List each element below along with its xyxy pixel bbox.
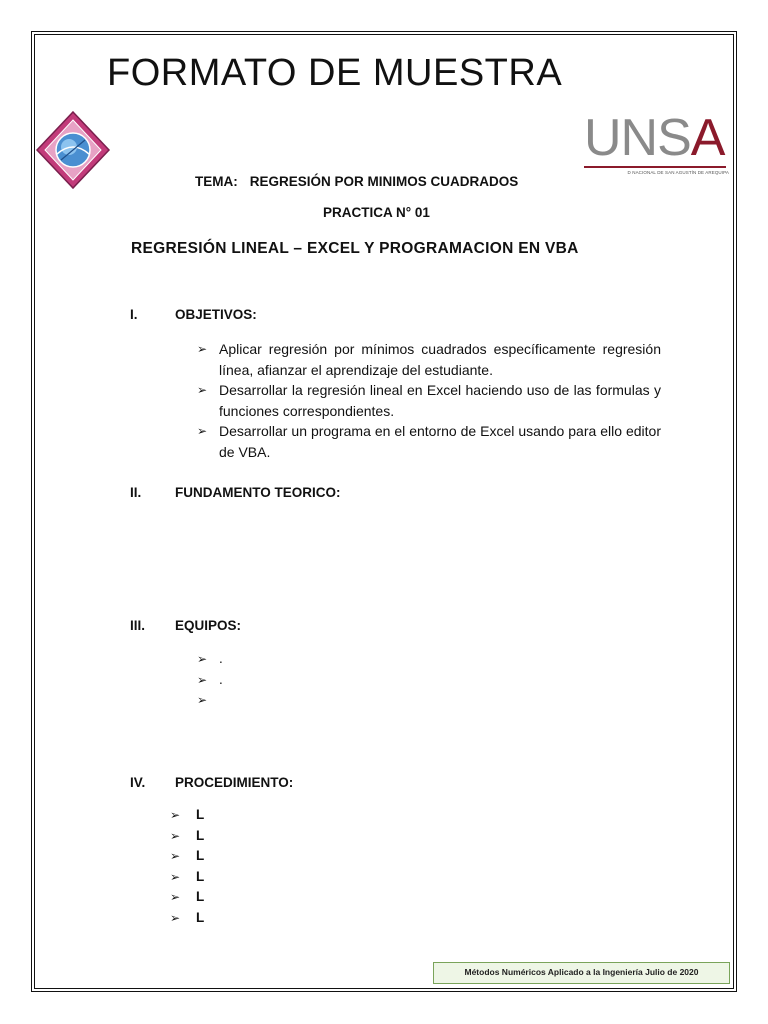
page-footer: Métodos Numéricos Aplicado a la Ingeniería Julio de 2020 bbox=[433, 962, 730, 984]
faculty-seal-logo bbox=[35, 110, 111, 195]
list-item: ➢ L bbox=[170, 887, 204, 908]
unsa-logo-accent: A bbox=[690, 109, 725, 167]
list-item: ➢ Aplicar regresión por mínimos cuadrados específicamente regresión línea, afianzar el aprendizaje del estudiante. bbox=[197, 341, 661, 378]
list-item bbox=[197, 690, 223, 711]
list-item: ➢ . bbox=[197, 649, 223, 670]
unsa-logo-subtext: D NACIONAL DE SAN AGUSTÍN DE AREQUIPA bbox=[627, 170, 729, 175]
unsa-logo-main: UNS bbox=[584, 109, 691, 167]
bullet-arrow-icon: ➢ bbox=[170, 849, 181, 863]
unsa-logo bbox=[584, 109, 729, 175]
bullet-arrow-icon: ➢ bbox=[197, 424, 208, 438]
bullet-arrow-icon: ➢ bbox=[197, 672, 208, 687]
list-item: ➢ Desarrollar la regresión lineal en Excel haciendo uso de las formulas y funciones correspondientes. bbox=[197, 382, 661, 419]
document-subtitle: REGRESIÓN LINEAL – EXCEL Y PROGRAMACION EN VBA bbox=[131, 240, 579, 257]
tema-label: TEMA: bbox=[195, 174, 238, 189]
tema-value: REGRESIÓN POR MINIMOS CUADRADOS bbox=[249, 174, 519, 189]
section-num-objetivos: I. bbox=[130, 307, 138, 322]
section-num-procedimiento: IV. bbox=[130, 775, 146, 790]
section-title-equipos: EQUIPOS: bbox=[175, 618, 242, 633]
section-title-objetivos: OBJETIVOS: bbox=[175, 307, 257, 322]
equipos-list bbox=[197, 649, 223, 711]
bullet-arrow-icon: ➢ bbox=[170, 828, 181, 843]
section-title-fundamento: FUNDAMENTO TEORICO: bbox=[175, 485, 341, 500]
list-item: ➢ . bbox=[197, 670, 223, 691]
list-item: ➢ L bbox=[170, 826, 204, 847]
bullet-arrow-icon: ➢ bbox=[170, 869, 181, 884]
list-item: ➢ L bbox=[170, 805, 204, 826]
bullet-arrow-icon: ➢ bbox=[170, 890, 181, 904]
section-num-fundamento: II. bbox=[130, 485, 142, 500]
section-title-procedimiento: PROCEDIMIENTO: bbox=[175, 775, 294, 790]
bullet-arrow-icon: ➢ bbox=[170, 808, 181, 822]
objetivos-list bbox=[197, 339, 661, 462]
section-num-equipos: III. bbox=[130, 618, 146, 633]
procedimiento-list bbox=[170, 805, 204, 928]
page-title: FORMATO DE MUESTRA bbox=[107, 52, 563, 94]
bullet-arrow-icon: ➢ bbox=[170, 910, 181, 925]
bullet-arrow-icon: ➢ bbox=[197, 342, 208, 356]
practica-number: PRACTICA N° 01 bbox=[323, 205, 430, 220]
list-item: ➢ L bbox=[170, 846, 204, 867]
bullet-arrow-icon: ➢ bbox=[197, 383, 208, 397]
bullet-arrow-icon: ➢ bbox=[197, 652, 208, 666]
tema-line bbox=[195, 174, 518, 189]
list-item: ➢ L bbox=[170, 867, 204, 888]
bullet-arrow-icon: ➢ bbox=[197, 693, 208, 707]
list-item: ➢ Desarrollar un programa en el entorno de Excel usando para ello editor de VBA. bbox=[197, 423, 661, 460]
list-item: ➢ L bbox=[170, 908, 204, 929]
